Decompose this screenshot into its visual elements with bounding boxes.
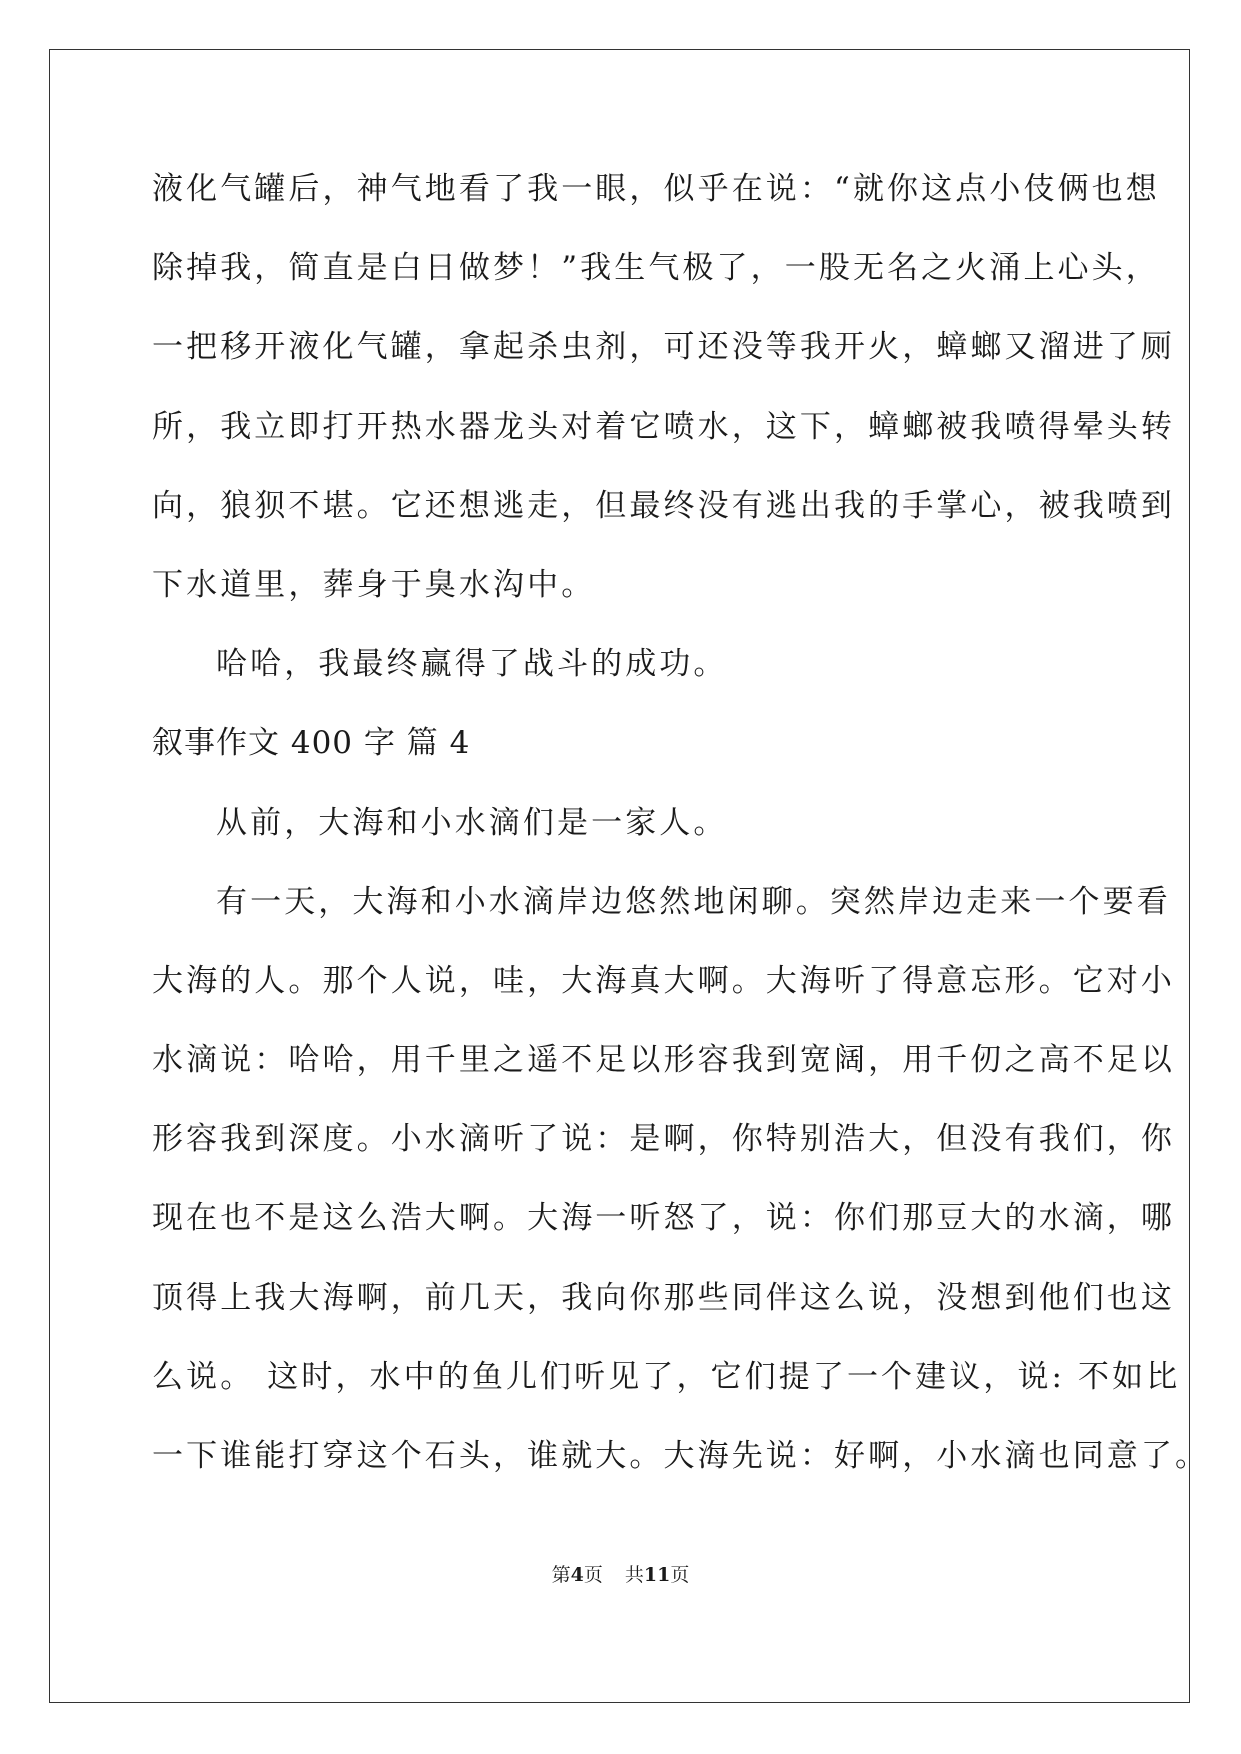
paragraph-line: 哈哈，我最终赢得了战斗的成功。 xyxy=(216,646,728,683)
paragraph-line: 一把移开液化气罐，拿起杀虫剂，可还没等我开火，蟑螂又溜进了厕 xyxy=(152,329,1175,366)
page-footer xyxy=(0,1560,1241,1590)
paragraph-line: 液化气罐后，神气地看了我一眼，似乎在说：“就你这点小伎俩也想 xyxy=(152,171,1160,207)
paragraph-line: 大海的人。那个人说，哇，大海真大啊。大海听了得意忘形。它对小 xyxy=(152,962,1175,999)
paragraph-line: 下水道里，葬身于臭水沟中。 xyxy=(152,566,596,603)
paragraph-line: 现在也不是这么浩大啊。大海一听怒了，说：你们那豆大的水滴，哪 xyxy=(152,1200,1175,1237)
total-suffix: 页 xyxy=(670,1564,690,1586)
paragraph-line: 么说。 这时，水中的鱼儿们听见了，它们提了一个建议，说: 不如比 xyxy=(152,1358,1181,1395)
paragraph-line: 一下谁能打穿这个石头，谁就大。大海先说：好啊，小水滴也同意了。 xyxy=(152,1438,1210,1474)
document-body xyxy=(152,150,1210,1496)
page-number: 4 xyxy=(570,1564,584,1586)
paragraph-line: 水滴说：哈哈，用千里之遥不足以形容我到宽阔，用千仞之高不足以 xyxy=(152,1042,1175,1079)
section-heading: 叙事作文 400 字 篇 4 xyxy=(152,725,471,762)
paragraph-line: 从前，大海和小水滴们是一家人。 xyxy=(216,804,728,841)
total-prefix: 共 xyxy=(624,1564,644,1586)
paragraph-line: 有一天，大海和小水滴岸边悠然地闲聊。突然岸边走来一个要看 xyxy=(216,883,1171,920)
paragraph-line: 形容我到深度。小水滴听了说：是啊，你特别浩大，但没有我们，你 xyxy=(152,1121,1175,1158)
paragraph-line: 向，狼狈不堪。它还想逃走，但最终没有逃出我的手掌心，被我喷到 xyxy=(152,487,1175,524)
paragraph-line: 所，我立即打开热水器龙头对着它喷水，这下，蟑螂被我喷得晕头转 xyxy=(152,408,1175,445)
page-suffix: 页 xyxy=(583,1564,603,1586)
page-prefix: 第 xyxy=(551,1564,571,1586)
total-pages: 11 xyxy=(643,1564,671,1586)
paragraph-line: 顶得上我大海啊，前几天，我向你那些同伴这么说，没想到他们也这 xyxy=(152,1279,1175,1316)
paragraph-line: 除掉我，简直是白日做梦！”我生气极了，一股无名之火涌上心头， xyxy=(152,250,1160,287)
